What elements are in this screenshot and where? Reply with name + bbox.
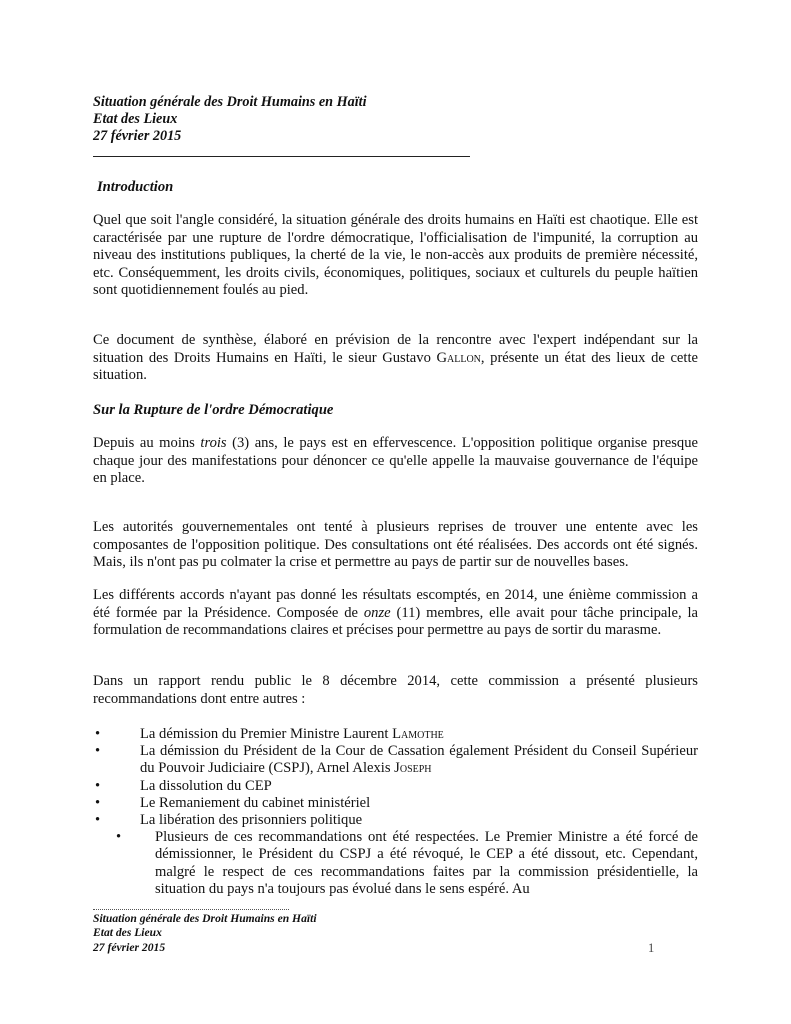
person-name: Lamothe [392,726,444,742]
header-title: Situation générale des Droit Humains en Haïti [93,94,367,110]
document-footer [93,912,317,955]
paragraph-text: (3) ans, le pays est en effervescence. L'opposition politique organise presque chaque jour des manifestations pour dénoncer ce qu'elle appelle la mauvaise gouvernance de l'équipe en place. [93,435,698,487]
list-item: • Plusieurs de ces recommandations ont été respectées. Le Premier Ministre a été forcé de démissionner, le Président du CSPJ a été révoqué, le CEP a été dissout, etc. Cependant, malgré le respect de ces recommandations faites par la commission présidentielle, la situation du pays n'a toujours pas évolué dans le sens espéré. Au [93,829,698,898]
section-heading-introduction: Introduction [97,179,174,195]
list-item-text: La démission du Président de la Cour de Cassation également Président du Conseil Supérieur du Pouvoir Judiciaire (CSPJ), Arnel Alexis [140,743,698,777]
section-heading-rupture: Sur la Rupture de l'ordre Démocratique [93,402,334,418]
person-name: Gallon [436,349,481,366]
paragraph-text: Depuis au moins [93,435,201,451]
intro-paragraph-1 [93,212,698,300]
paragraph-text: , présente un état des lieux de cette situation. [93,349,698,384]
paragraph-text: Quel que soit l'angle considéré, la situation générale des droits humains en Haïti est chaotique. Elle est caractérisée par une rupture de l'ordre démocratique, l'officialisation de l'impunité, la corruption au niveau des institutions publiques, la cherté de la vie, le non-accès aux produits de première nécessité, etc. Conséquemment, les droits civils, économiques, politiques, sociaux et culturels du peuple haïtien sont quotidiennement foulés au pied. [93,212,698,299]
page-number: 1 [648,941,655,955]
list-item: • La dissolution du CEP [93,778,698,795]
emphasis-text: trois [200,435,227,451]
list-item [93,743,698,777]
paragraph-text: Dans un rapport rendu public le 8 décembre 2014, cette commission a présenté plusieurs recommandations dont entre autres : [93,673,698,707]
footer-title: Situation générale des Droit Humains en Haïti [93,912,317,925]
rupture-paragraph-1 [93,435,698,488]
paragraph-text: Ce document de synthèse, élaboré en prévision de la rencontre avec l'expert indépendant sur la situation des Droits Humains en Haïti, le sieur Gustavo [93,332,698,366]
intro-paragraph-2 [93,332,698,385]
emphasis-text: onze [363,604,391,621]
footer-separator [93,909,289,910]
rupture-paragraph-3 [93,587,698,640]
recommendations-list [93,726,698,898]
list-item: • La libération des prisonniers politique [93,812,698,829]
list-item [93,726,698,743]
rupture-paragraph-2 [93,519,698,572]
list-item: • Le Remaniement du cabinet ministériel [93,795,698,812]
header-date: 27 février 2015 [93,128,182,144]
footer-date: 27 février 2015 [93,940,166,954]
rupture-paragraph-4 [93,673,698,708]
list-item-text: La démission du Premier Ministre Laurent [140,726,393,742]
header-subtitle: Etat des Lieux [93,111,178,127]
person-name: Joseph [394,760,432,777]
document-header [93,94,367,145]
footer-subtitle: Etat des Lieux [93,926,162,940]
header-rule [93,156,470,157]
paragraph-text: Les différents accords n'ayant pas donné les résultats escomptés, en 2014, une énième commission a été formée par la Présidence. Composée de [93,587,698,621]
paragraph-text: (11) membres, elle avait pour tâche principale, la formulation de recommandations claires et précises pour permettre au pays de sortir du marasme. [93,604,698,639]
paragraph-text: Les autorités gouvernementales ont tenté à plusieurs reprises de trouver une entente avec les composantes de l'opposition politique. Des consultations ont été réalisées. Des accords ont été signés. Mais, ils n'ont pas pu colmater la crise et permettre au pays de partir sur de nouvelles bases. [93,519,698,571]
